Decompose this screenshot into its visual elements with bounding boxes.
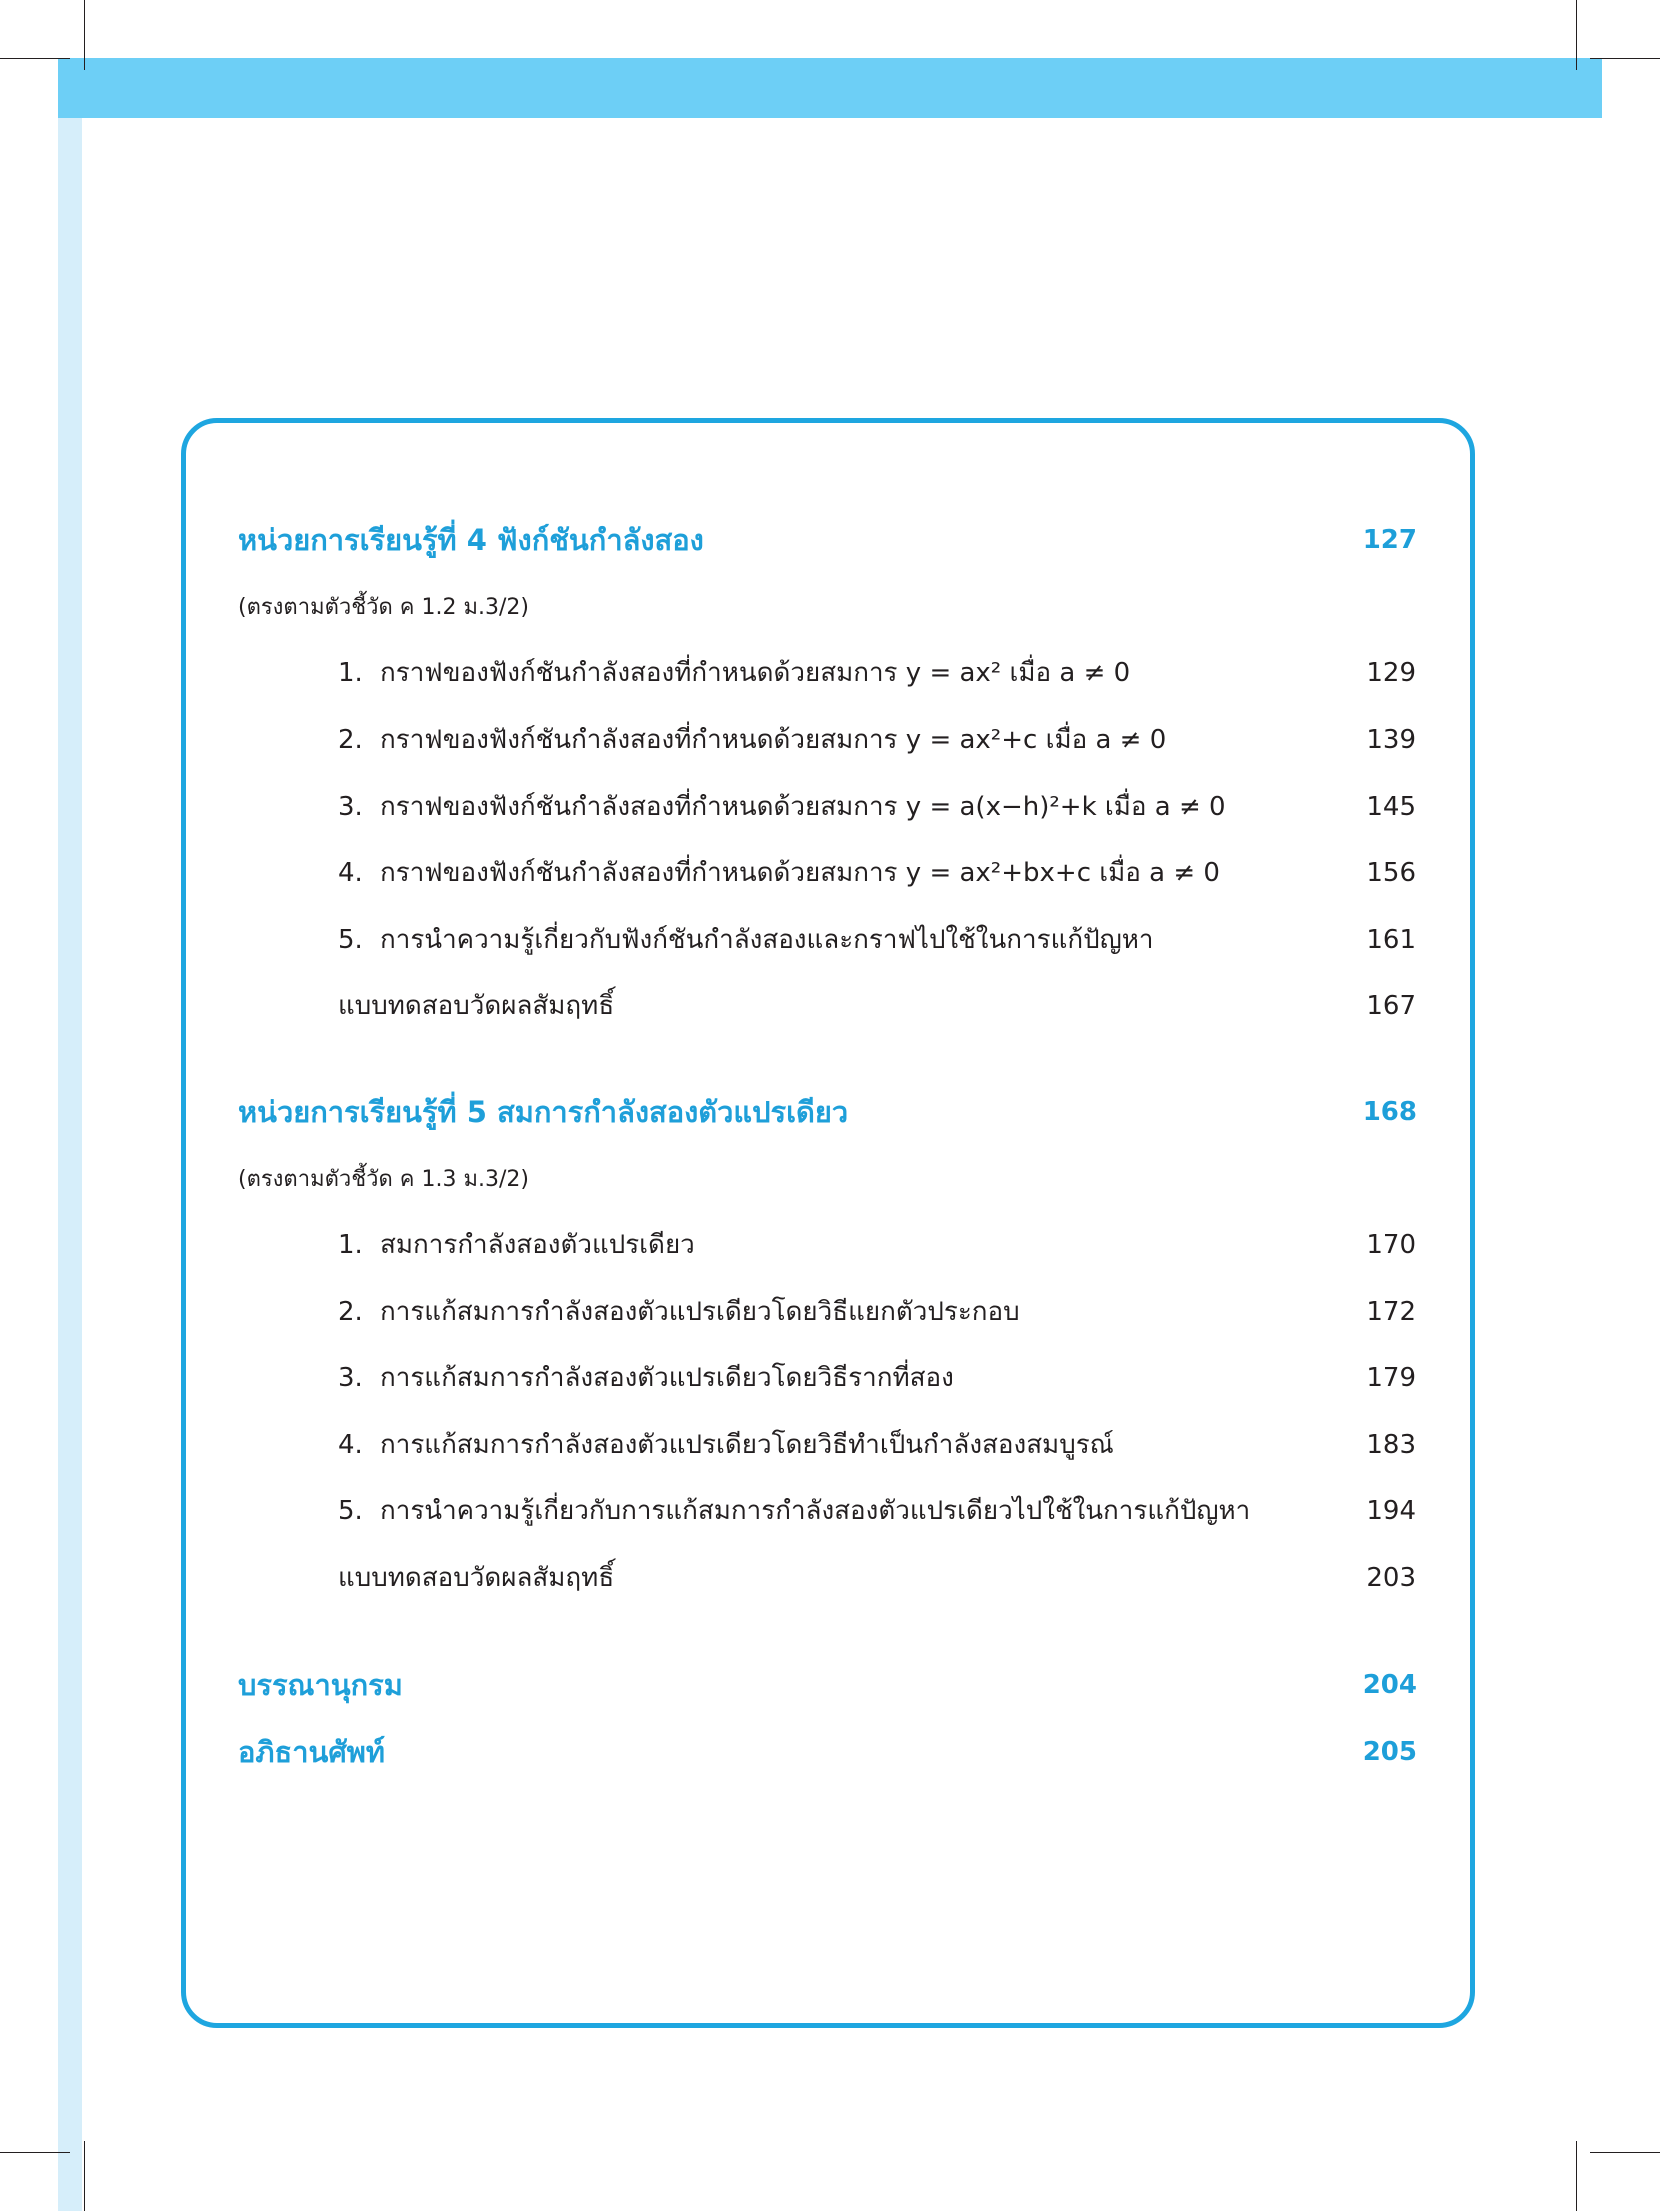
item-page: 161 <box>1366 925 1416 955</box>
unit5-page: 168 <box>1362 1097 1417 1127</box>
toc-item[interactable] <box>0 1348 1660 1408</box>
bibliography-heading[interactable] <box>0 1655 1660 1715</box>
item-label: การแก้สมการกำลังสองตัวแปรเดียวโดยวิธีทำเป็นกำลังสองสมบูรณ์ <box>380 1430 1114 1460</box>
toc-item[interactable] <box>0 643 1660 703</box>
unit4-indicator: (ตรงตามตัวชี้วัด ค 1.2 ม.3/2) <box>238 595 529 620</box>
item-number: 3. <box>338 792 363 822</box>
glossary-title: อภิธานศัพท์ <box>238 1735 385 1769</box>
test-page: 203 <box>1366 1563 1416 1593</box>
toc-item[interactable] <box>0 777 1660 837</box>
item-page: 170 <box>1366 1230 1416 1260</box>
item-page: 129 <box>1366 658 1416 688</box>
unit5-heading[interactable] <box>0 1082 1660 1142</box>
item-number: 1. <box>338 1230 363 1260</box>
test-label: แบบทดสอบวัดผลสัมฤทธิ์ <box>338 991 615 1021</box>
unit4-page: 127 <box>1362 525 1417 555</box>
item-label: การนำความรู้เกี่ยวกับการแก้สมการกำลังสองตัวแปรเดียวไปใช้ในการแก้ปัญหา <box>380 1496 1251 1526</box>
toc-item[interactable] <box>0 1282 1660 1342</box>
item-number: 4. <box>338 858 363 888</box>
bibliography-page: 204 <box>1362 1670 1417 1700</box>
crop-mark <box>1576 2141 1577 2211</box>
unit4-title: หน่วยการเรียนรู้ที่ 4 ฟังก์ชันกำลังสอง <box>238 523 704 557</box>
toc-item[interactable] <box>0 710 1660 770</box>
test-label: แบบทดสอบวัดผลสัมฤทธิ์ <box>338 1563 615 1593</box>
glossary-heading[interactable] <box>0 1722 1660 1782</box>
item-label: การแก้สมการกำลังสองตัวแปรเดียวโดยวิธีรากที่สอง <box>380 1363 954 1393</box>
item-number: 5. <box>338 1496 363 1526</box>
toc-test-item[interactable] <box>0 1548 1660 1608</box>
item-label: สมการกำลังสองตัวแปรเดียว <box>380 1230 695 1260</box>
item-page: 156 <box>1366 858 1416 888</box>
unit5-indicator-row <box>0 1150 1660 1210</box>
item-page: 179 <box>1366 1363 1416 1393</box>
toc-item[interactable] <box>0 1215 1660 1275</box>
item-number: 1. <box>338 658 363 688</box>
item-page: 172 <box>1366 1297 1416 1327</box>
unit4-heading[interactable] <box>0 510 1660 570</box>
item-page: 183 <box>1366 1430 1416 1460</box>
toc-item[interactable] <box>0 843 1660 903</box>
item-label: การนำความรู้เกี่ยวกับฟังก์ชันกำลังสองและกราฟไปใช้ในการแก้ปัญหา <box>380 925 1154 955</box>
item-number: 5. <box>338 925 363 955</box>
item-label: กราฟของฟังก์ชันกำลังสองที่กำหนดด้วยสมการ y = a(x−h)²+k เมื่อ a ≠ 0 <box>380 792 1226 822</box>
toc-test-item[interactable] <box>0 976 1660 1036</box>
item-page: 194 <box>1366 1496 1416 1526</box>
item-number: 2. <box>338 1297 363 1327</box>
crop-mark <box>1590 2152 1660 2153</box>
crop-mark <box>0 58 70 59</box>
item-label: การแก้สมการกำลังสองตัวแปรเดียวโดยวิธีแยกตัวประกอบ <box>380 1297 1020 1327</box>
crop-mark <box>84 0 85 70</box>
glossary-page: 205 <box>1362 1737 1417 1767</box>
unit4-indicator-row <box>0 578 1660 638</box>
item-number: 3. <box>338 1363 363 1393</box>
unit5-title: หน่วยการเรียนรู้ที่ 5 สมการกำลังสองตัวแปรเดียว <box>238 1095 849 1129</box>
item-number: 2. <box>338 725 363 755</box>
unit5-indicator: (ตรงตามตัวชี้วัด ค 1.3 ม.3/2) <box>238 1167 529 1192</box>
item-label: กราฟของฟังก์ชันกำลังสองที่กำหนดด้วยสมการ y = ax² เมื่อ a ≠ 0 <box>380 658 1131 688</box>
bibliography-title: บรรณานุกรม <box>238 1668 403 1702</box>
item-page: 145 <box>1366 792 1416 822</box>
crop-mark <box>1590 58 1660 59</box>
item-label: กราฟของฟังก์ชันกำลังสองที่กำหนดด้วยสมการ y = ax²+c เมื่อ a ≠ 0 <box>380 725 1167 755</box>
crop-mark <box>84 2141 85 2211</box>
item-label: กราฟของฟังก์ชันกำลังสองที่กำหนดด้วยสมการ y = ax²+bx+c เมื่อ a ≠ 0 <box>380 858 1220 888</box>
toc-item[interactable] <box>0 1415 1660 1475</box>
crop-mark <box>1576 0 1577 70</box>
toc-item[interactable] <box>0 1481 1660 1541</box>
crop-mark <box>0 2152 70 2153</box>
test-page: 167 <box>1366 991 1416 1021</box>
item-page: 139 <box>1366 725 1416 755</box>
toc-item[interactable] <box>0 910 1660 970</box>
item-number: 4. <box>338 1430 363 1460</box>
header-band <box>58 58 1602 118</box>
